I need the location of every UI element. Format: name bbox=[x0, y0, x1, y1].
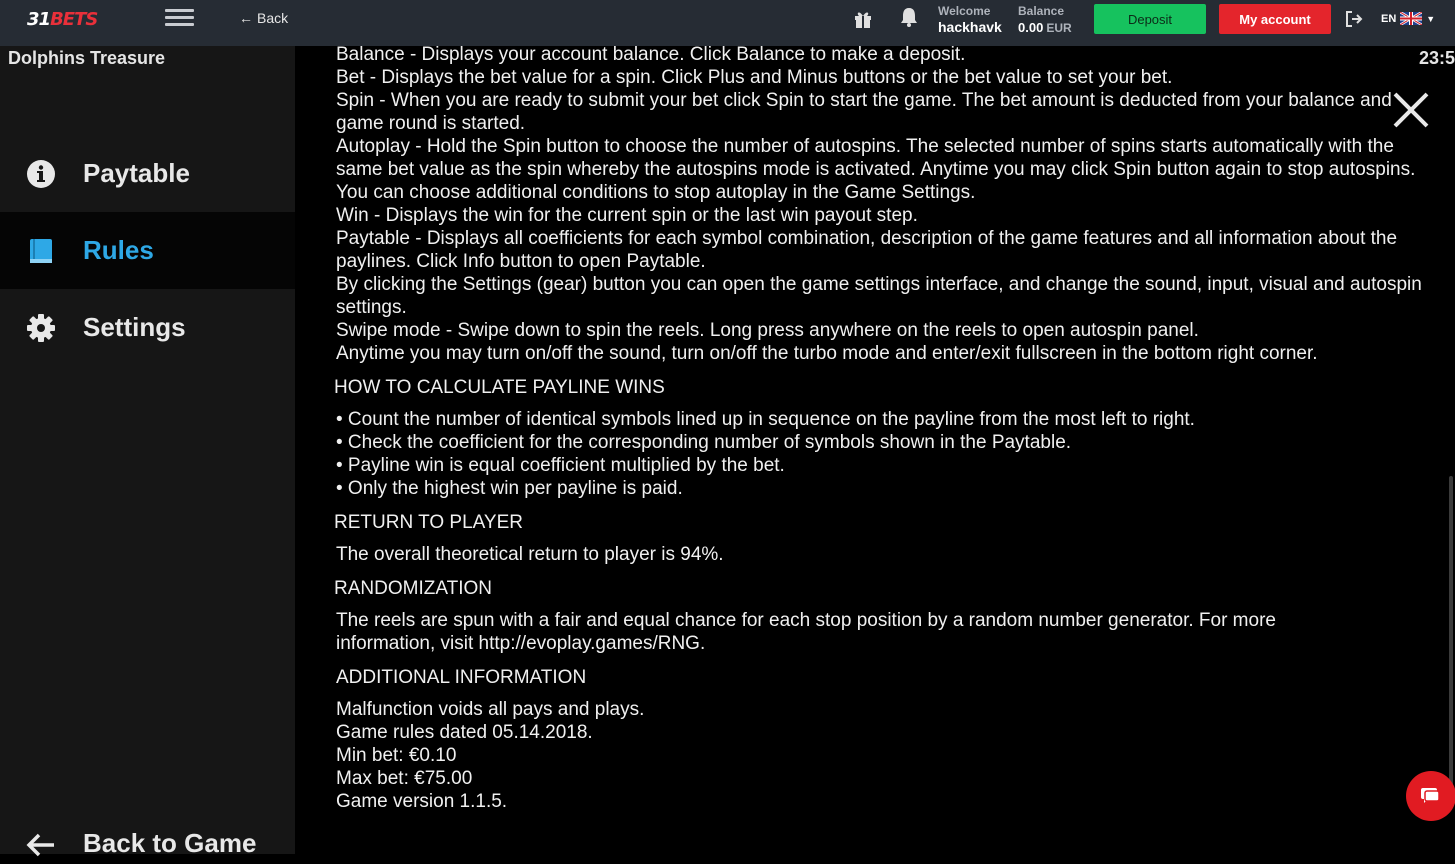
welcome-label: Welcome bbox=[938, 4, 991, 18]
chat-button[interactable] bbox=[1406, 771, 1455, 821]
section-heading: RANDOMIZATION bbox=[334, 578, 492, 599]
rule-line: Swipe mode - Swipe down to spin the reels. Long press anywhere on the reels to open autospin panel. bbox=[336, 320, 1199, 341]
rule-line: Anytime you may turn on/off the sound, turn on/off the turbo mode and enter/exit fullscreen in the bottom right corner. bbox=[336, 343, 1318, 364]
list-item: • Only the highest win per payline is paid. bbox=[336, 478, 683, 499]
gear-icon bbox=[26, 313, 56, 343]
deposit-button[interactable]: Deposit bbox=[1094, 4, 1206, 34]
sidebar-item-paytable[interactable] bbox=[0, 135, 295, 212]
rule-line: Autoplay - Hold the Spin button to choose the number of autospins. The selected number of spins starts automatically with the same bet value as the spin whereby the autospins mode is activated. Anytime you may click Spin button again to stop autospins. You can choose additional conditions to stop autoplay in the Game Settings. bbox=[336, 136, 1416, 203]
info-line: Game rules dated 05.14.2018. bbox=[336, 722, 593, 743]
sidebar bbox=[0, 46, 295, 858]
randomization-text: The reels are spun with a fair and equal chance for each stop position by a random number generator. For more information, visit http://evoplay.games/RNG. bbox=[336, 610, 1276, 654]
arrow-left-icon bbox=[26, 832, 56, 858]
back-to-game-label: Back to Game bbox=[83, 828, 257, 858]
sidebar-item-label: Settings bbox=[83, 312, 186, 342]
list-item: • Payline win is equal coefficient multiplied by the bet. bbox=[336, 455, 785, 476]
info-line: Max bet: €75.00 bbox=[336, 768, 473, 789]
uk-flag-icon bbox=[1400, 12, 1422, 25]
info-line: Game version 1.1.5. bbox=[336, 791, 508, 812]
list-item: • Check the coefficient for the corresponding number of symbols shown in the Paytable. bbox=[336, 432, 1072, 453]
arrow-left-icon: ← bbox=[239, 10, 253, 26]
section-heading: ADDITIONAL INFORMATION bbox=[336, 667, 587, 688]
close-icon[interactable] bbox=[1391, 90, 1431, 130]
my-account-button[interactable]: My account bbox=[1219, 4, 1331, 34]
rule-line: Paytable - Displays all coefficients for each symbol combination, description of the game features and all information about the paylines. Click Info button to open Paytable. bbox=[336, 228, 1398, 272]
balance-value: 0.00 bbox=[1018, 20, 1044, 35]
rule-line: Bet - Displays the bet value for a spin. Click Plus and Minus buttons or the bet value to set your bet. bbox=[336, 67, 1173, 88]
language-code: EN bbox=[1381, 12, 1397, 25]
rules-text bbox=[334, 46, 1426, 813]
balance-block bbox=[1018, 4, 1072, 35]
rule-line: Win - Displays the win for the current spin or the last win payout step. bbox=[336, 205, 918, 226]
clock: 23:5 bbox=[1418, 48, 1455, 68]
balance-label: Balance bbox=[1018, 4, 1065, 18]
gift-icon[interactable] bbox=[853, 9, 873, 29]
list-item: • Count the number of identical symbols lined up in sequence on the payline from the most left to right. bbox=[336, 409, 1195, 430]
sidebar-item-rules[interactable] bbox=[0, 212, 295, 289]
logout-icon[interactable] bbox=[1344, 9, 1364, 29]
sidebar-item-settings[interactable] bbox=[0, 289, 295, 366]
balance-currency: EUR bbox=[1046, 21, 1072, 35]
back-to-game-button[interactable] bbox=[0, 824, 295, 864]
game-title: Dolphins Treasure bbox=[8, 48, 166, 68]
sidebar-item-label: Paytable bbox=[83, 158, 190, 188]
chat-icon bbox=[1420, 786, 1442, 806]
top-bar bbox=[0, 0, 1455, 46]
welcome-block bbox=[938, 4, 1002, 35]
book-icon bbox=[26, 236, 56, 266]
username: hackhavk bbox=[938, 19, 1002, 35]
rule-line: Spin - When you are ready to submit your bet click Spin to start the game. The bet amount is deducted from your balance and game round is started. bbox=[336, 90, 1392, 134]
rule-line: By clicking the Settings (gear) button you can open the game settings interface, and change the sound, input, visual and autospin settings. bbox=[336, 274, 1422, 318]
rtp-text: The overall theoretical return to player is 94%. bbox=[336, 544, 724, 565]
site-logo[interactable]: 31BETS bbox=[27, 9, 98, 30]
language-selector[interactable] bbox=[1381, 12, 1435, 25]
rule-line: Balance - Displays your account balance. Click Balance to make a deposit. bbox=[336, 46, 966, 65]
info-line: Min bet: €0.10 bbox=[336, 745, 457, 766]
info-line: Malfunction voids all pays and plays. bbox=[336, 699, 645, 720]
menu-icon[interactable] bbox=[165, 9, 194, 31]
sidebar-item-label: Rules bbox=[83, 235, 154, 265]
info-icon bbox=[26, 159, 56, 189]
back-link[interactable]: ← Back bbox=[239, 10, 289, 26]
rules-content[interactable] bbox=[295, 46, 1455, 854]
chevron-down-icon: ▼ bbox=[1426, 13, 1436, 24]
section-heading: RETURN TO PLAYER bbox=[334, 512, 523, 533]
scrollbar[interactable] bbox=[1449, 476, 1453, 796]
bell-icon[interactable] bbox=[898, 6, 920, 28]
section-heading: HOW TO CALCULATE PAYLINE WINS bbox=[334, 377, 665, 398]
